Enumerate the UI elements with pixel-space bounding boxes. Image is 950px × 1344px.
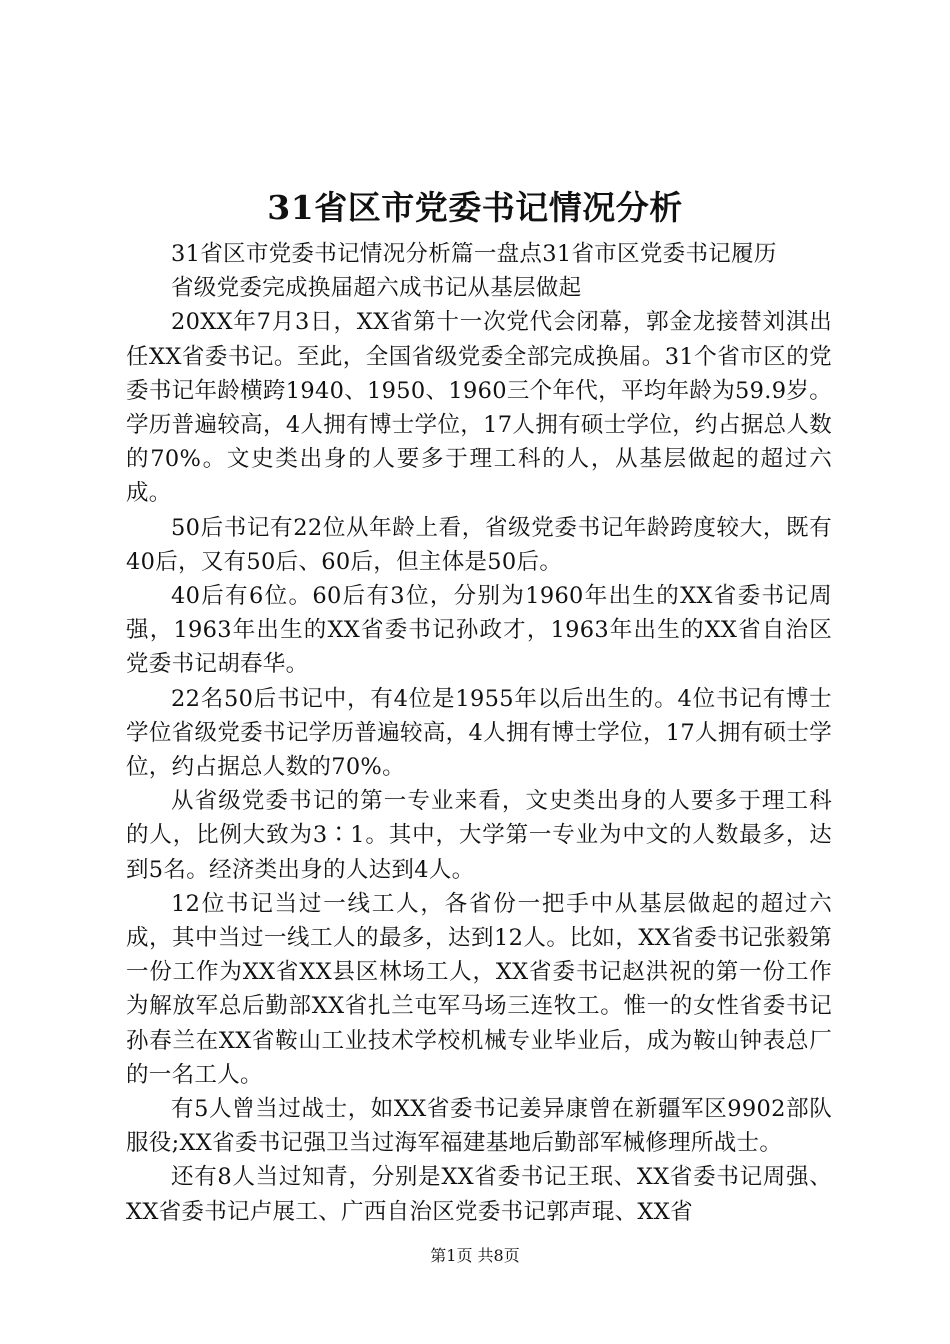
paragraph: 31省区市党委书记情况分析篇一盘点31省市区党委书记履历	[171, 241, 777, 267]
paragraph: 50后书记有22位从年龄上看，省级党委书记年龄跨度较大，既有40后，又有50后、60后，但主体是50后。	[126, 514, 832, 575]
paragraph: 省级党委完成换届超六成书记从基层做起	[171, 275, 582, 302]
paragraph: 12位书记当过一线工人，各省份一把手中从基层做起的超过六成，其中当过一线工人的最多，达到12人。比如，XX省委书记张毅第一份工作为XX省XX县区林场工人，XX省委书记赵洪祝的第一份工作为解放军总后勤部XX省扎兰屯军马场三连牧工。惟一的女性省委书记孙春兰在XX省鞍山工业技术学校机械专业毕业后，成为鞍山钟表总厂的一名工人。	[126, 890, 832, 1088]
paragraph: 从省级党委书记的第一专业来看，文史类出身的人要多于理工科的人，比例大致为3∶1。其中，大学第一专业为中文的人数最多，达到5名。经济类出身的人达到4人。	[126, 788, 832, 883]
page-footer: 第1页 共8页	[430, 1246, 520, 1265]
document-body	[126, 237, 832, 1229]
paragraph: 40后有6位。60后有3位，分别为1960年出生的XX省委书记周强，1963年出生的XX省委书记孙政才，1963年出生的XX省自治区党委书记胡春华。	[126, 583, 832, 678]
paragraph: 还有8人当过知青，分别是XX省委书记王珉、XX省委书记周强、XX省委书记卢展工、广西自治区党委书记郭声琨、XX省	[126, 1164, 832, 1225]
paragraph: 22名50后书记中，有4位是1955年以后出生的。4位书记有博士学位省级党委书记学历普遍较高，4人拥有博士学位，17人拥有硕士学位，约占据总人数的70%。	[126, 685, 832, 781]
document-title: 31省区市党委书记情况分析	[267, 188, 683, 227]
paragraph: 有5人曾当过战士，如XX省委书记姜异康曾在新疆军区9902部队服役;XX省委书记强卫当过海军福建基地后勤部军械修理所战士。	[126, 1096, 832, 1157]
paragraph: 20XX年7月3日，XX省第十一次党代会闭幕，郭金龙接替刘淇出任XX省委书记。至此，全国省级党委全部完成换届。31个省市区的党委书记年龄横跨1940、1950、1960三个年代，平均年龄为59.9岁。学历普遍较高，4人拥有博士学位，17人拥有硕士学位，约占据总人数的70%。文史类出身的人要多于理工科的人，从基层做起的超过六成。	[126, 309, 832, 507]
